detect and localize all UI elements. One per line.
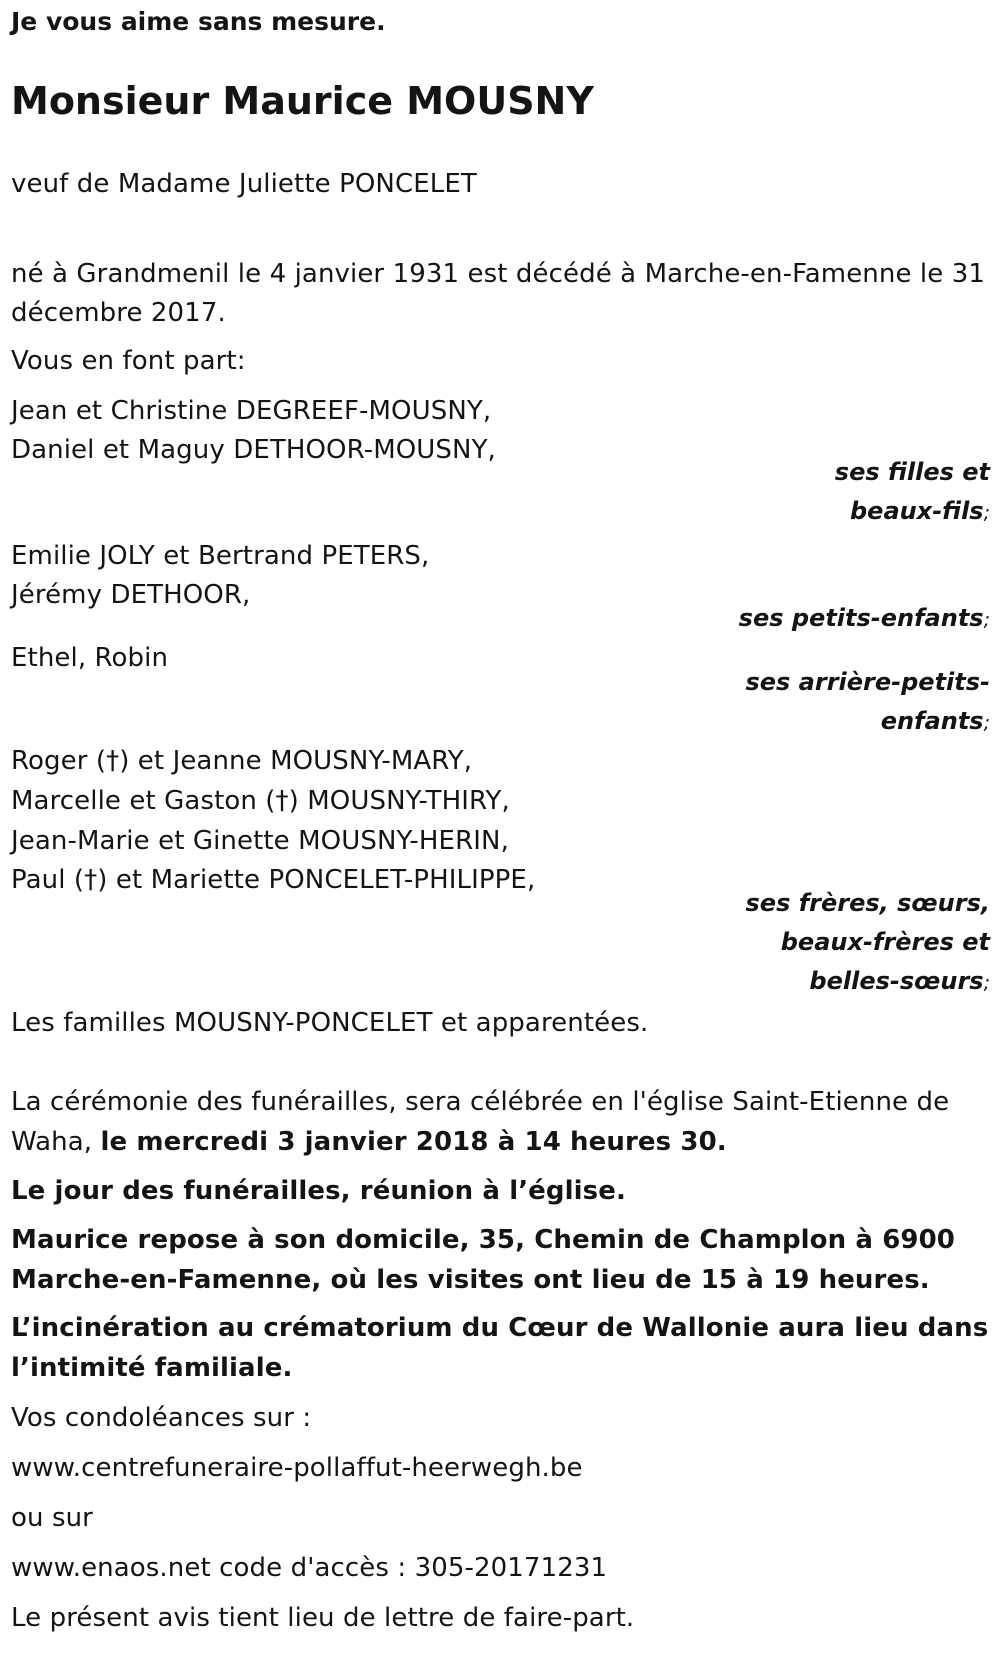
or-line: ou sur: [11, 1503, 93, 1533]
motto: Je vous aime sans mesure.: [11, 7, 386, 36]
daughter-line: Daniel et Maguy DETHOOR-MOUSNY,: [11, 435, 496, 465]
grandchild-line: Jérémy DETHOOR,: [11, 580, 251, 610]
sibling-line: Jean-Marie et Ginette MOUSNY-HERIN,: [11, 826, 509, 856]
daughters-role-line-1: ses filles et: [834, 458, 990, 486]
spouse-line: veuf de Madame Juliette PONCELET: [11, 169, 477, 199]
rest-line-1: Maurice repose à son domicile, 35, Chemin de Champlon à 6900: [11, 1225, 955, 1255]
sibling-line: Marcelle et Gaston (†) MOUSNY-THIRY,: [11, 786, 510, 816]
ceremony-line-1: La cérémonie des funérailles, sera célébrée en l'église Saint-Etienne de: [11, 1087, 950, 1117]
role-separator: ;: [983, 712, 990, 734]
website-link-2: www.enaos.net code d'accès : 305-20171231: [11, 1553, 608, 1583]
daughters-role-line-2: beaux-fils: [850, 497, 984, 525]
role-separator: ;: [983, 609, 990, 631]
incineration-line-2: l’intimité familiale.: [11, 1353, 293, 1383]
role-separator: ;: [983, 972, 990, 994]
ceremony-place: Waha,: [11, 1127, 101, 1157]
daughters-role: [835, 453, 990, 533]
sibling-line: Roger (†) et Jeanne MOUSNY-MARY,: [11, 746, 473, 776]
sibling-line: Paul (†) et Mariette PONCELET-PHILIPPE,: [11, 865, 536, 895]
announce-line: Vous en font part:: [11, 346, 246, 376]
daughter-line: Jean et Christine DEGREEF-MOUSNY,: [11, 396, 492, 426]
condolences-line: Vos condoléances sur :: [11, 1403, 312, 1433]
birth-death-line-2: décembre 2017.: [11, 298, 226, 328]
siblings-role-line-3: belles-sœurs: [809, 967, 984, 995]
siblings-role: [746, 884, 991, 1003]
great-grandchildren-line: Ethel, Robin: [11, 643, 169, 673]
great-grandchildren-role-line-1: ses arrière-petits-: [745, 668, 990, 696]
ceremony-date: le mercredi 3 janvier 2018 à 14 heures 30.: [100, 1127, 727, 1157]
role-separator: ;: [983, 502, 990, 524]
meeting-line: Le jour des funérailles, réunion à l’église.: [11, 1176, 626, 1206]
siblings-role-line-1: ses frères, sœurs,: [745, 889, 990, 917]
great-grandchildren-role: [745, 663, 990, 743]
incineration-line-1: L’incinération au crématorium du Cœur de Wallonie aura lieu dans: [11, 1313, 989, 1343]
website-link-1: www.centrefuneraire-pollaffut-heerwegh.be: [11, 1453, 583, 1483]
grandchild-line: Emilie JOLY et Bertrand PETERS,: [11, 541, 430, 571]
closing-line: Le présent avis tient lieu de lettre de faire-part.: [11, 1603, 635, 1633]
grandchildren-role-label: ses petits-enfants: [738, 604, 984, 632]
siblings-role-line-2: beaux-frères et: [780, 928, 990, 956]
families-line: Les familles MOUSNY-PONCELET et apparentées.: [11, 1008, 649, 1038]
birth-death-line-1: né à Grandmenil le 4 janvier 1931 est décédé à Marche-en-Famenne le 31: [11, 259, 985, 289]
deceased-name: Monsieur Maurice MOUSNY: [11, 79, 594, 123]
great-grandchildren-role-line-2: enfants: [880, 707, 984, 735]
rest-line-2: Marche-en-Famenne, où les visites ont lieu de 15 à 19 heures.: [11, 1265, 930, 1295]
grandchildren-role: [739, 599, 990, 640]
ceremony-line-2: [11, 1122, 727, 1162]
